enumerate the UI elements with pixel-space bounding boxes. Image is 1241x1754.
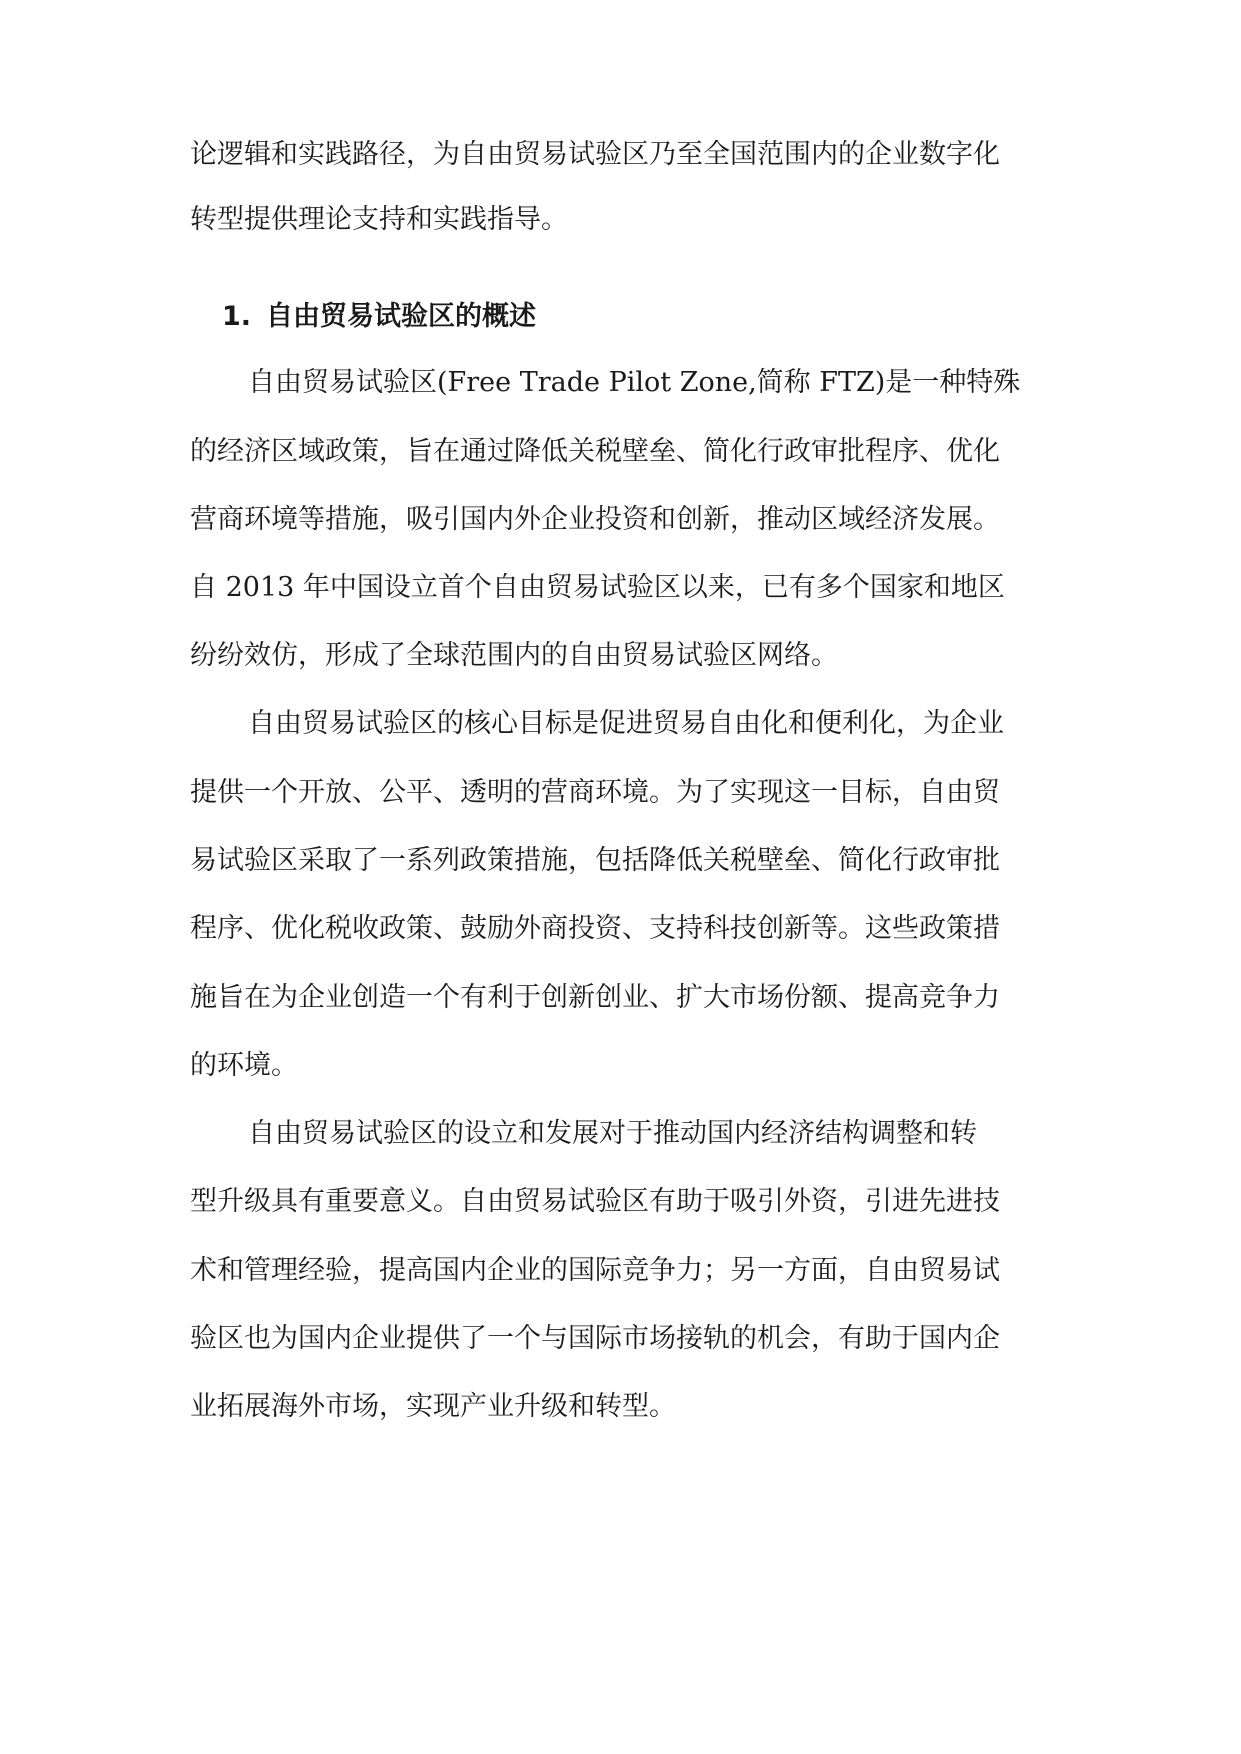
paragraph-line: 业拓展海外市场，实现产业升级和转型。	[190, 1391, 676, 1422]
paragraph-line: 型升级具有重要意义。自由贸易试验区有助于吸引外资，引进先进技	[190, 1186, 1000, 1217]
paragraph-line: 营商环境等措施，吸引国内外企业投资和创新，推动区域经济发展。	[190, 504, 1000, 535]
section-number: 1.	[222, 301, 252, 332]
paragraph-line: 自由贸易试验区(Free Trade Pilot Zone,简称 FTZ)是一种特殊	[248, 367, 1021, 398]
paragraph-line: 自由贸易试验区的设立和发展对于推动国内经济结构调整和转	[248, 1118, 977, 1149]
intro-line: 论逻辑和实践路径，为自由贸易试验区乃至全国范围内的企业数字化	[190, 139, 1000, 170]
paragraph-line: 术和管理经验，提高国内企业的国际竞争力；另一方面，自由贸易试	[190, 1255, 1000, 1286]
section-heading	[222, 297, 1102, 337]
paragraph-line: 的环境。	[190, 1050, 298, 1081]
paragraph-line: 自 2013 年中国设立首个自由贸易试验区以来，已有多个国家和地区	[190, 572, 1005, 603]
paragraph-line: 程序、优化税收政策、鼓励外商投资、支持科技创新等。这些政策措	[190, 913, 1000, 944]
paragraph-line: 纷纷效仿，形成了全球范围内的自由贸易试验区网络。	[190, 640, 838, 671]
paragraph-line: 提供一个开放、公平、透明的营商环境。为了实现这一目标，自由贸	[190, 777, 1000, 808]
intro-line: 转型提供理论支持和实践指导。	[190, 204, 568, 235]
paragraph-line: 施旨在为企业创造一个有利于创新创业、扩大市场份额、提高竞争力	[190, 982, 1000, 1013]
paragraph-line: 易试验区采取了一系列政策措施，包括降低关税壁垒、简化行政审批	[190, 845, 1000, 876]
paragraph-line: 自由贸易试验区的核心目标是促进贸易自由化和便利化，为企业	[248, 708, 1004, 739]
paragraph-line: 验区也为国内企业提供了一个与国际市场接轨的机会，有助于国内企	[190, 1323, 1000, 1354]
paragraph-line: 的经济区域政策，旨在通过降低关税壁垒、简化行政审批程序、优化	[190, 436, 1000, 467]
section-title: 自由贸易试验区的概述	[266, 301, 536, 332]
